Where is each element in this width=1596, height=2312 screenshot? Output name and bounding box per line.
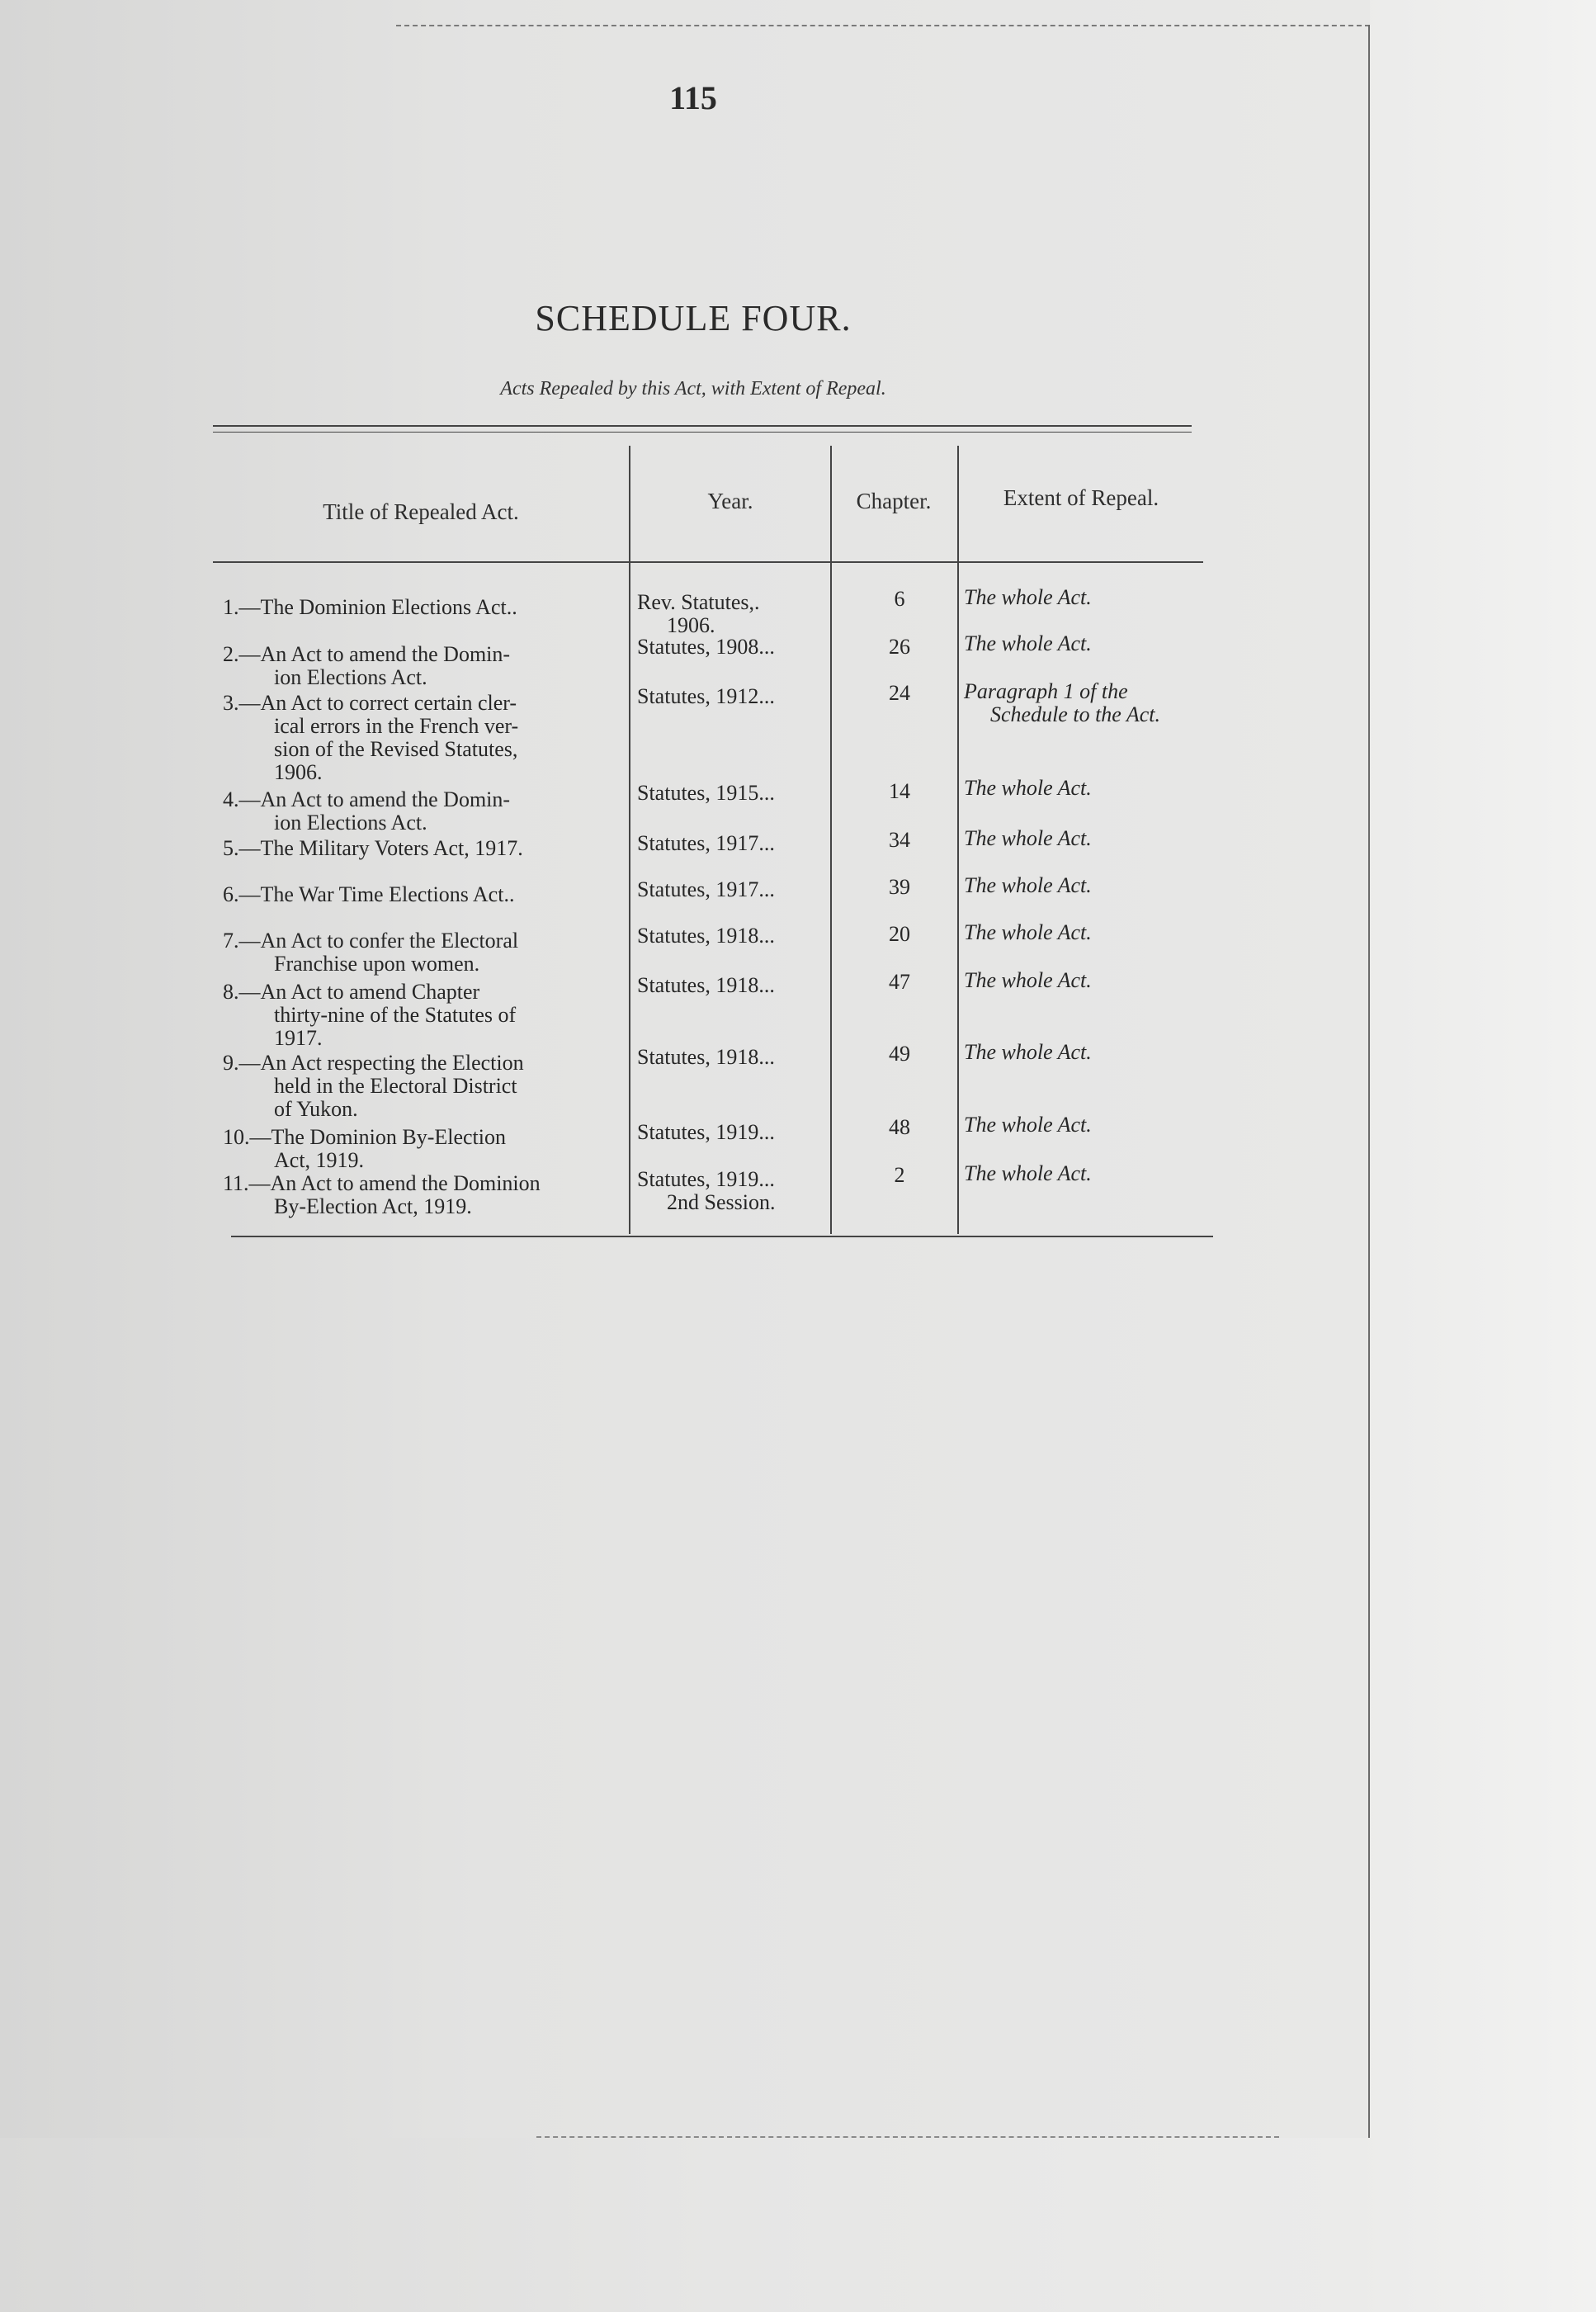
row-11-extent: The whole Act. bbox=[964, 1161, 1092, 1185]
row-8-year: Statutes, 1918... bbox=[637, 973, 775, 997]
row-9-year: Statutes, 1918... bbox=[637, 1045, 775, 1069]
table-top-rule-second bbox=[213, 432, 1192, 433]
row-10-title: 10.—The Dominion By-Election Act, 1919. bbox=[223, 1125, 507, 1172]
row-6-year: Statutes, 1917... bbox=[637, 877, 775, 901]
row-1-chapter: 6 bbox=[894, 587, 905, 611]
header-chapter: Chapter. bbox=[856, 489, 932, 513]
row-3-title: 3.—An Act to correct certain cler- ical errors in the French ver- sion of the Revised Statutes, 1906. bbox=[223, 691, 519, 784]
row-2-year: Statutes, 1908... bbox=[637, 635, 775, 659]
row-8-extent: The whole Act. bbox=[964, 968, 1092, 992]
row-11-chapter: 2 bbox=[894, 1163, 905, 1187]
row-11-year: Statutes, 1919... 2nd Session. bbox=[637, 1167, 776, 1214]
row-5-extent: The whole Act. bbox=[964, 826, 1092, 850]
page-top-edge bbox=[396, 25, 1370, 26]
row-9-title: 9.—An Act respecting the Election held in the Electoral District of Yukon. bbox=[223, 1051, 524, 1121]
header-year: Year. bbox=[707, 489, 753, 513]
row-2-extent: The whole Act. bbox=[964, 631, 1092, 655]
page-number: 115 bbox=[669, 79, 717, 116]
table-top-rule bbox=[213, 425, 1192, 427]
row-5-title: 5.—The Military Voters Act, 1917. bbox=[223, 836, 523, 860]
row-7-extent: The whole Act. bbox=[964, 920, 1092, 944]
row-2-chapter: 26 bbox=[889, 635, 910, 659]
row-4-year: Statutes, 1915... bbox=[637, 781, 775, 805]
row-10-year: Statutes, 1919... bbox=[637, 1120, 775, 1144]
schedule-title: SCHEDULE FOUR. bbox=[535, 298, 852, 338]
row-1-year: Rev. Statutes,. 1906. bbox=[637, 590, 760, 637]
row-8-chapter: 47 bbox=[889, 970, 910, 994]
row-5-year: Statutes, 1917... bbox=[637, 831, 775, 855]
row-6-extent: The whole Act. bbox=[964, 873, 1092, 897]
row-7-title: 7.—An Act to confer the Electoral Franchise upon women. bbox=[223, 929, 519, 976]
row-4-title: 4.—An Act to amend the Domin- ion Elections Act. bbox=[223, 787, 511, 834]
row-10-chapter: 48 bbox=[889, 1115, 910, 1139]
row-2-title: 2.—An Act to amend the Domin- ion Elections Act. bbox=[223, 642, 511, 689]
row-8-title: 8.—An Act to amend Chapter thirty-nine of the Statutes of 1917. bbox=[223, 980, 517, 1050]
page-bottom-edge bbox=[536, 2136, 1279, 2138]
header-bottom-rule bbox=[213, 561, 1203, 563]
header-extent: Extent of Repeal. bbox=[1003, 485, 1159, 510]
row-5-chapter: 34 bbox=[889, 828, 910, 852]
row-9-extent: The whole Act. bbox=[964, 1040, 1092, 1064]
row-4-extent: The whole Act. bbox=[964, 776, 1092, 800]
row-10-extent: The whole Act. bbox=[964, 1113, 1092, 1137]
row-6-chapter: 39 bbox=[889, 875, 910, 899]
table-bottom-rule bbox=[231, 1236, 1213, 1237]
row-6-title: 6.—The War Time Elections Act.. bbox=[223, 882, 515, 906]
row-9-chapter: 49 bbox=[889, 1042, 910, 1066]
schedule-subtitle: Acts Repealed by this Act, with Extent of Repeal. bbox=[500, 378, 886, 400]
row-3-extent: Paragraph 1 of the Schedule to the Act. bbox=[964, 679, 1161, 726]
page-right-edge bbox=[1368, 25, 1370, 2138]
row-1-title: 1.—The Dominion Elections Act.. bbox=[223, 595, 517, 619]
row-3-chapter: 24 bbox=[889, 681, 910, 705]
row-1-extent: The whole Act. bbox=[964, 585, 1092, 609]
row-7-year: Statutes, 1918... bbox=[637, 924, 775, 948]
header-title: Title of Repealed Act. bbox=[323, 499, 519, 524]
row-7-chapter: 20 bbox=[889, 922, 910, 946]
row-3-year: Statutes, 1912... bbox=[637, 684, 775, 708]
row-4-chapter: 14 bbox=[889, 779, 910, 803]
row-11-title: 11.—An Act to amend the Dominion By-Election Act, 1919. bbox=[223, 1171, 541, 1218]
